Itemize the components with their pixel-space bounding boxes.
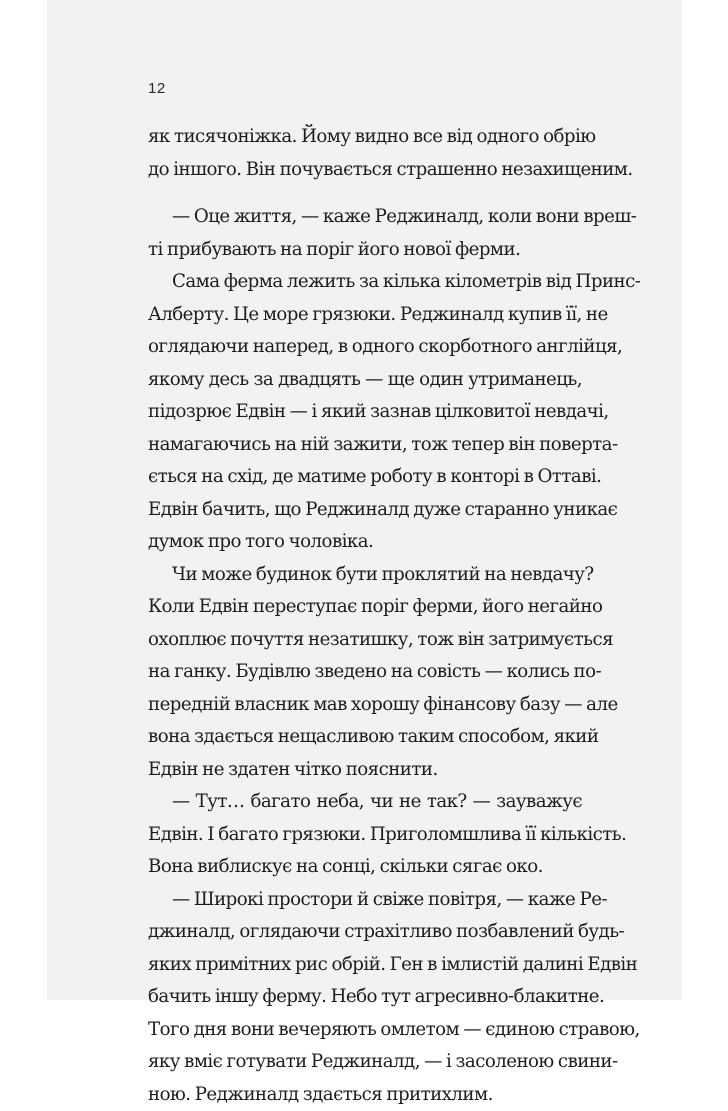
text-line: Едвін бачить, що Реджиналд дуже старанно уникає <box>148 494 582 527</box>
text-line: яку вміє готувати Реджиналд, — і засоленою свини- <box>148 1046 582 1079</box>
text-line: Вона виблискує на сонці, скільки сягає око. <box>148 851 582 884</box>
text-line: оглядаючи наперед, в одного скорботного англійця, <box>148 331 582 364</box>
text-line: підозрює Едвін — і який зазнав цілковитої невдачі, <box>148 396 582 429</box>
text-line: вона здається нещасливою таким способом, який <box>148 721 582 754</box>
text-line: — Оце життя, — каже Реджиналд, коли вони вреш- <box>148 201 582 234</box>
text-line: Едвін. І багато грязюки. Приголомшлива її кількість. <box>148 819 582 852</box>
text-line: ною. Реджиналд здається притихлим. <box>148 1079 582 1111</box>
text-line: Чи може будинок бути проклятий на невдачу? <box>148 559 582 592</box>
text-line: ті прибувають на поріг його нової ферми. <box>148 234 582 267</box>
text-line: охоплює почуття незатишку, тож він затримується <box>148 624 582 657</box>
text-line: Едвін не здатен чітко пояснити. <box>148 754 582 787</box>
text-line: Коли Едвін переступає поріг ферми, його негайно <box>148 591 582 624</box>
text-line: бачить іншу ферму. Небо тут агресивно-блакитне. <box>148 981 582 1014</box>
text-line: до іншого. Він почувається страшенно незахищеним. <box>148 154 582 187</box>
text-line: — Широкі простори й свіже повітря, — каже Ре- <box>148 884 582 917</box>
page-number: 12 <box>148 80 166 97</box>
text-line: Того дня вони вечеряють омлетом — єдиною стравою, <box>148 1014 582 1047</box>
book-page <box>47 0 682 1000</box>
paragraph-block-main <box>148 201 582 1111</box>
text-line: на ганку. Будівлю зведено на совість — колись по- <box>148 656 582 689</box>
text-line: як тисячоніжка. Йому видно все від одного обрію <box>148 121 582 154</box>
paragraph-block-top <box>148 121 582 186</box>
text-line: якому десь за двадцять — ще один утриманець, <box>148 364 582 397</box>
text-line: яких примітних рис обрій. Ген в імлистій далині Едвін <box>148 949 582 982</box>
text-line: Алберту. Це море грязюки. Реджиналд купив її, не <box>148 299 582 332</box>
text-line: — Тут… багато неба, чи не так? — зауважує <box>148 786 582 819</box>
text-line: Сама ферма лежить за кілька кілометрів від Принс- <box>148 266 582 299</box>
text-line: ється на схід, де матиме роботу в конторі в Оттаві. <box>148 461 582 494</box>
text-line: передній власник мав хорошу фінансову базу — але <box>148 689 582 722</box>
text-line: намагаючись на ній зажити, тож тепер він поверта- <box>148 429 582 462</box>
text-line: думок про того чоловіка. <box>148 526 582 559</box>
text-line: джиналд, оглядаючи страхітливо позбавлений будь- <box>148 916 582 949</box>
